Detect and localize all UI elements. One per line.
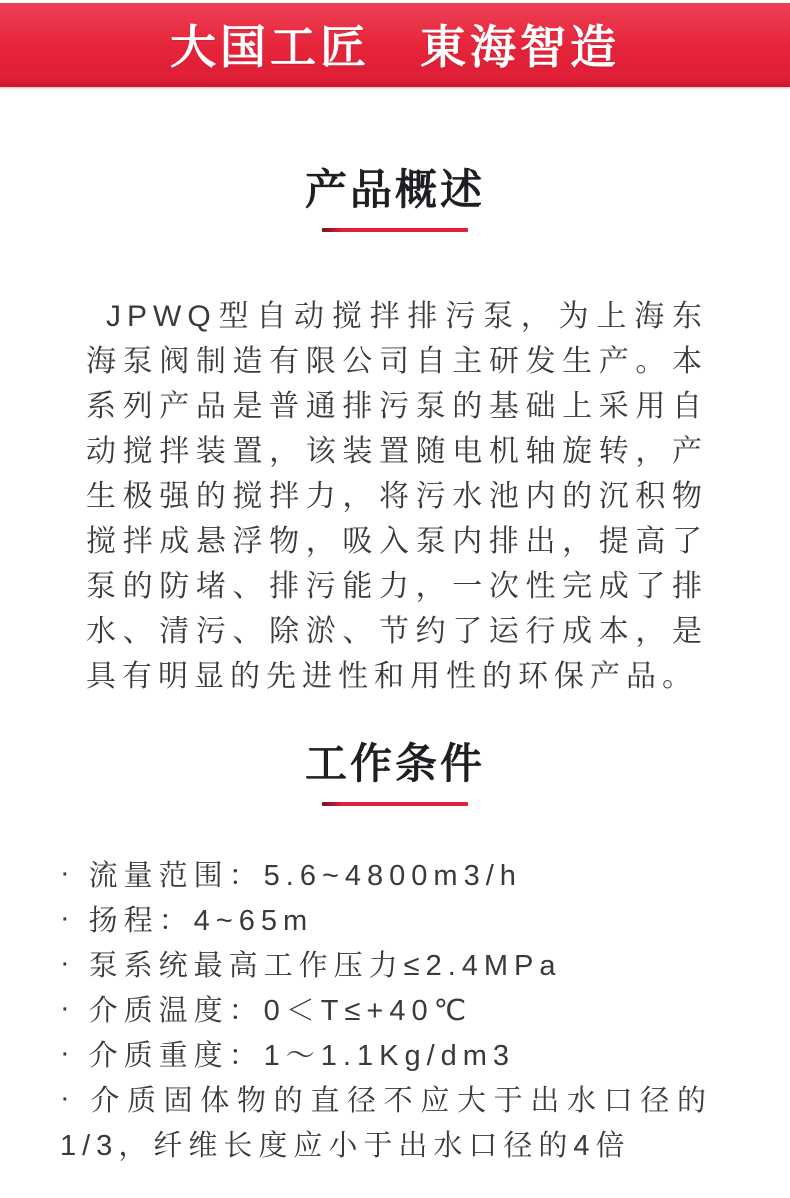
work-conditions-title-underline [322,802,468,806]
overview-section-title: 产品概述 [304,166,485,213]
condition-max-pressure: 泵系统最高工作压力≤2.4MPa [88,950,562,982]
list-item [60,944,712,989]
list-item [60,989,712,1034]
bullet-dot-icon: · [60,947,76,979]
condition-solids-size: 介质固体物的直径不应大于出水口径的1/3，纤维长度应小于出水口径的4倍 [60,1085,712,1162]
work-conditions-section-header [0,741,790,806]
condition-medium-density: 介质重度：1～1.1Kg/dm3 [88,1040,516,1072]
banner-title: 大国工匠 東海智造 [170,21,620,73]
list-item [60,1034,712,1079]
bullet-dot-icon: · [60,992,76,1024]
list-item [60,899,712,944]
work-conditions-section-title: 工作条件 [304,740,485,787]
overview-title-underline [322,228,468,232]
bullet-dot-icon: · [60,902,76,934]
list-item [60,1079,712,1169]
overview-section-header [0,167,790,232]
bullet-dot-icon: · [60,1037,76,1069]
bullet-dot-icon: · [60,1082,76,1114]
header-banner [0,3,790,87]
work-conditions-list [0,854,790,1169]
overview-paragraph: JPWQ型自动搅拌排污泵，为上海东海泵阀制造有限公司自主研发生产。本系列产品是普通排污泵的基础上采用自动搅拌装置，该装置随电机轴旋转，产生极强的搅拌力，将污水池内的沉积物搅拌成悬浮物，吸入泵内排出，提高了泵的防堵、排污能力，一次性完成了排水、清污、除淤、节约了运行成本，是具有明显的先进性和用性的环保产品。 [86,300,708,693]
bullet-dot-icon: · [60,857,76,889]
condition-head-range: 扬程：4~65m [88,905,314,937]
condition-flow-range: 流量范围：5.6~4800m3/h [88,860,522,892]
condition-medium-temperature: 介质温度：0＜T≤+40℃ [88,995,473,1027]
list-item [60,854,712,899]
